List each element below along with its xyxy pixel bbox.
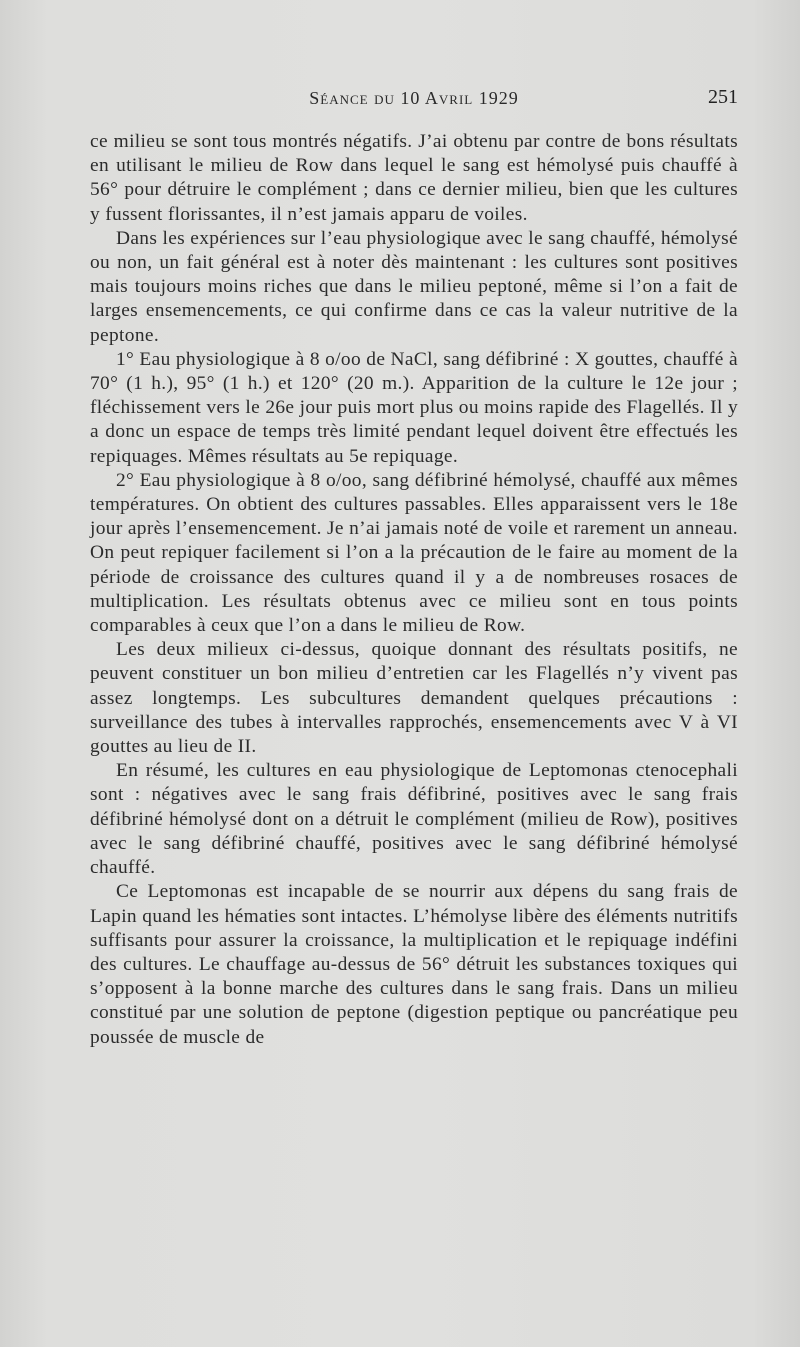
paragraph-conclusion: Ce Leptomonas est incapable de se nourrir aux dépens du sang frais de Lapin quand les hématies sont intactes. L’hémolyse libère des éléments nutritifs suffisants pour assurer la croissance, la multiplication et le repiquage indéfini des cultures. Le chauffage au-dessus de 56° détruit les substances toxiques qui s’opposent à la bonne marche des cultures dans le sang frais. Dans un milieu constitué par une solution de peptone (digestion peptique ou pancréatique peu poussée de muscle de [90, 881, 738, 1048]
paragraph-discussion: Les deux milieux ci-dessus, quoique donnant des résultats positifs, ne peuvent constituer un bon milieu d’entretien car les Flagellés n’y vivent pas assez longtemps. Les subcultures demandent quelques précautions : surveillance des tubes à intervalles rapprochés, ensemencements avec V à VI gouttes au lieu de II. [90, 639, 738, 758]
paragraph-continuation: ce milieu se sont tous montrés négatifs. J’ai obtenu par contre de bons résultats en utilisant le milieu de Row dans lequel le sang est hémolysé puis chauffé à 56° pour détruire le complément ; dans ce dernier milieu, bien que les cultures y fussent florissantes, il n’est jamais apparu de voiles. [90, 131, 738, 225]
paragraph-second-medium: 2° Eau physiologique à 8 o/oo, sang défibriné hémolysé, chauffé aux mêmes températures. On obtient des cultures passables. Elles apparaissent vers le 18e jour après l’ensemencement. Je n’ai jamais noté de voile et rarement un anneau. On peut repiquer facilement si l’on a la précaution de le faire au moment de la période de croissance des cultures quand il y a de nombreuses rosaces de multiplication. Les résultats obtenus avec ce milieu sont en tous points comparables à ceux que l’on a dans le milieu de Row. [90, 469, 738, 637]
paragraph-summary: En résumé, les cultures en eau physiologique de Leptomonas ctenocephali sont : négatives avec le sang frais défibriné, positives avec le sang frais défibriné hémolysé dont on a détruit le complément (milieu de Row), positives avec le sang défibriné chauffé, positives avec le sang défibriné hémolysé chauffé. [90, 760, 738, 879]
page-number: 251 [708, 86, 738, 108]
page-header [90, 86, 738, 116]
body-text [90, 130, 738, 1050]
running-head: Séance du 10 Avril 1929 [309, 88, 519, 108]
paragraph-experiments-intro: Dans les expériences sur l’eau physiologique avec le sang chauffé, hémolysé ou non, un fait général est à noter dès maintenant : les cultures sont positives mais toujours moins riches que dans le milieu peptoné, même si l’on a fait de larges ensemencements, ce qui confirme dans ce cas la valeur nutritive de la peptone. [90, 227, 738, 346]
paragraph-first-medium: 1° Eau physiologique à 8 o/oo de NaCl, sang défibriné : X gouttes, chauffé à 70° (1 h.), 95° (1 h.) et 120° (20 m.). Apparition de la culture le 12e jour ; fléchissement vers le 26e jour puis mort plus ou moins rapide des Flagellés. Il y a donc un espace de temps très limité pendant lequel doivent être effectués les repiquages. Mêmes résultats au 5e repiquage. [90, 348, 738, 467]
